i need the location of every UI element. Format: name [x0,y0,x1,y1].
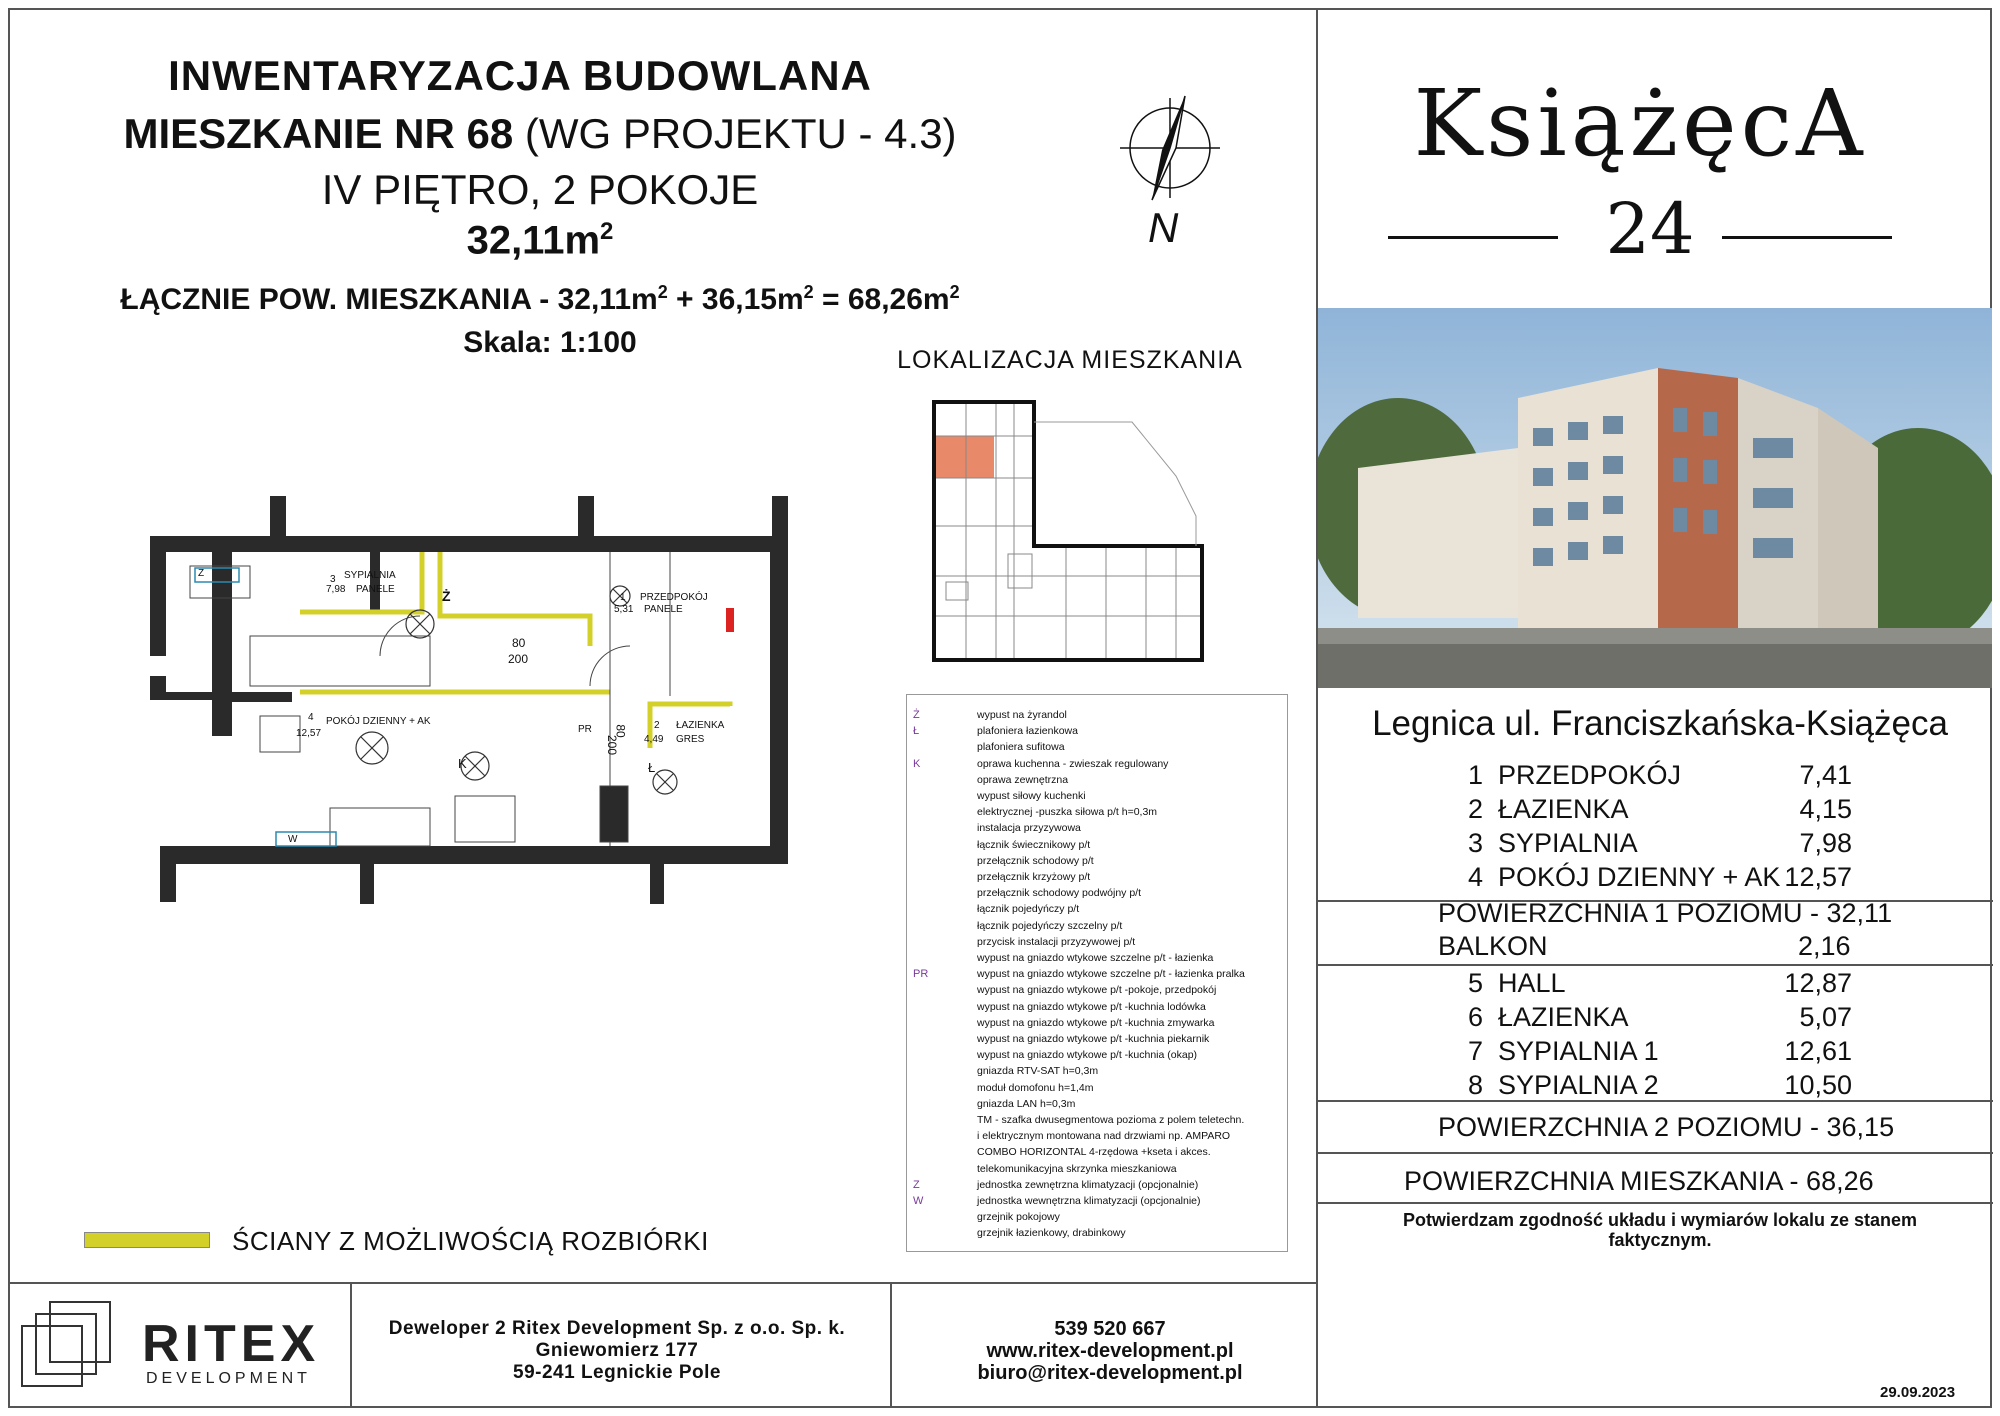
plan-mark-l: Ł [648,760,656,775]
level2-line [1318,1100,1993,1102]
developer-info [352,1318,882,1384]
developer-city: 59-241 Legnickie Pole [513,1362,721,1383]
legend-item: przełącznik schodowy p/t [977,854,1094,867]
walls-note: ŚCIANY Z MOŻLIWOŚCIĄ ROZBIÓRKI [232,1226,709,1256]
room-table-label: 8 SYPIALNIA 2 [1468,1070,1659,1100]
room-3-area: 7,98 [326,584,346,595]
level2-bottom-line [1318,1152,1993,1154]
legend-item: wypust na żyrandol [977,709,1067,721]
location-map [926,396,1206,668]
contact-info [900,1318,1320,1384]
legend-item: oprawa zewnętrzna [977,773,1069,786]
legend-item: wypust na gniazdo wtykowe p/t -pokoje, przedpokój [977,984,1217,997]
compass-north: N [1148,204,1179,251]
confirmation-note: Potwierdzam zgodność układu i wymiarów lokalu ze stanem faktycznym. [1402,1210,1918,1250]
apartment-area: $32,11m^2$ [466,218,614,263]
legend-symbol: Z [913,1178,920,1191]
legend-item: jednostka wewnętrzna klimatyzacji (opcjonalnie) [977,1195,1201,1207]
plan-mark-zh: Ż [442,588,451,604]
room-table-value: 12,87 [1784,968,1852,998]
legend-item: przełącznik schodowy podwójny p/t [977,887,1142,900]
legend-symbol: W [913,1195,924,1207]
room-table-value: 4,15 [1799,794,1852,824]
legend-item: instalacja przyzywowa [977,822,1081,835]
legend-symbol: Ż [913,709,920,721]
developer-name: Deweloper 2 Ritex Development Sp. z o.o. Sp. k. [388,1318,846,1339]
legend-item: wypust na gniazdo wtykowe szczelne p/t - łazienka [977,952,1214,964]
room-4-area: 12,57 [296,728,322,739]
phone[interactable]: 539 520 667 [1054,1318,1166,1340]
room-table-label: 5 HALL [1468,968,1566,998]
floor-rooms: IV PIĘTRO, 2 POKOJE [321,166,759,213]
website-link[interactable]: www.ritex-development.pl [986,1340,1234,1362]
room-1-num: 1 [620,592,626,603]
legend-item: COMBO HORIZONTAL 4-rzędowa +kseta i akces. [977,1146,1211,1159]
level1-total: POWIERZCHNIA 1 POZIOMU - 32,11 [1438,898,1893,928]
room-4-name: POKÓJ DZIENNY + AK [326,716,431,727]
room-2-name: ŁAZIENKA [676,720,725,731]
legend-item: plafoniera łazienkowa [977,725,1078,738]
legend-item: wypust na gniazdo wtykowe szczelne p/t - łazienka pralka [977,968,1245,981]
room-2-num: 2 [654,720,660,731]
room-2-finish: GRES [676,734,705,745]
legend-symbol: K [913,757,921,770]
plan-mark-k: K [458,756,467,771]
legend-item: plafoniera sufitowa [977,741,1065,754]
room-table-value: 5,07 [1799,1002,1852,1032]
plan-mark-pr: PR [578,724,592,735]
footer-divider-2 [890,1282,892,1408]
legend-item: wypust na gniazdo wtykowe p/t -kuchnia piekarnik [977,1033,1210,1045]
location-title: LOKALIZACJA MIESZKANIA [897,346,1243,374]
total-line [1318,1202,1993,1204]
room-table-label: 7 SYPIALNIA 1 [1468,1036,1659,1066]
room-table-label: 6 ŁAZIENKA [1468,1002,1629,1032]
legend-item: przycisk instalacji przyzywowej p/t [977,935,1136,948]
brand-number: 24 [1605,188,1695,270]
brand-name: KsiążęcA [1413,70,1867,177]
legend-item: i elektrycznym montowana nad drzwiami np. AMPARO [977,1130,1231,1143]
balcony-label: BALKON [1438,931,1548,961]
balcony-value: 2,16 [1798,931,1851,961]
legend-item: gniazda LAN h=0,3m [977,1097,1076,1110]
email-link[interactable]: biuro@ritex-development.pl [977,1362,1243,1384]
total-area-line: ŁĄCZNIE POW. MIESZKANIA - $32,11m^2 + 36,15m^2 = 68,26m^2$ [120,282,960,316]
legend-symbol: PR [913,968,929,981]
ritex-name: RITEX [142,1315,321,1373]
legend-box [906,694,1288,1252]
legend-item: przełącznik krzyżowy p/t [977,871,1091,883]
plan-mark-w: W [288,834,298,845]
door1-width: 80 [512,636,526,650]
developer-street: Gniewomierz 177 [535,1340,699,1361]
document-date: 29.09.2023 [1880,1384,1956,1401]
room-table-value: 12,61 [1784,1036,1852,1066]
room-1-name: PRZEDPOKÓJ [640,592,708,603]
apartment-total: POWIERZCHNIA MIESZKANIA - 68,26 [1404,1166,1874,1196]
legend-item: moduł domofonu h=1,4m [977,1081,1094,1094]
scale-label: Skala: 1:100 [463,326,637,359]
legend-item: łącznik pojedyńczy szczelny p/t [977,919,1123,932]
door2-height: 200 [605,734,620,756]
room-1-area: 5,31 [614,604,634,615]
room-table-value: 7,98 [1799,828,1852,858]
legend-item: TM - szafka dwusegmentowa pozioma z polem teletechn. [977,1114,1245,1126]
building-render [1318,308,1992,688]
legend-item: grzejnik łazienkowy, drabinkowy [977,1227,1126,1240]
legend-item: grzejnik pokojowy [977,1211,1060,1224]
room-3-num: 3 [330,574,336,585]
legend-item: telekomunikacyjna skrzynka mieszkaniowa [977,1162,1177,1175]
legend-item: jednostka zewnętrzna klimatyzacji (opcjonalnie) [977,1178,1199,1191]
legend-item: łącznik pojedyńczy p/t [977,903,1080,916]
legend-item: wypust na gniazdo wtykowe p/t -kuchnia (okap) [977,1049,1198,1062]
room-table-label: 4 POKÓJ DZIENNY + AK [1468,862,1781,892]
room-3-finish: PANELE [356,584,395,595]
legend-item: wypust na gniazdo wtykowe p/t -kuchnia zmywarka [977,1016,1215,1029]
legend-item: wypust siłowy kuchenki [977,790,1086,802]
room-table-value: 12,57 [1784,862,1852,892]
room-4-num: 4 [308,712,314,723]
legend-symbol: Ł [913,725,920,738]
room-table-label: 1 PRZEDPOKÓJ [1468,760,1682,790]
walls-swatch [84,1232,210,1248]
doc-title: INWENTARYZACJA BUDOWLANA [168,52,872,99]
room-table-label: 2 ŁAZIENKA [1468,794,1629,824]
ritex-sub: DEVELOPMENT [146,1370,311,1387]
legend-item: wypust na gniazdo wtykowe p/t -kuchnia lodówka [977,1000,1206,1013]
legend-item: elektrycznej -puszka siłowa p/t h=0,3m [977,806,1158,819]
room-table-value: 7,41 [1799,760,1852,790]
ritex-logo-icon [18,1296,118,1396]
plan-mark-z: Z [198,568,205,579]
room-2-area: 4,49 [644,734,664,745]
legend-item: oprawa kuchenna - zwieszak regulowany [977,757,1169,770]
floor-plan [150,496,810,906]
legend-item: gniazda RTV-SAT h=0,3m [977,1065,1099,1078]
room-3-name: SYPIALNIA [344,570,396,581]
room-table-value: 10,50 [1784,1070,1852,1100]
brand-line-right [1722,236,1892,239]
room-table-label: 3 SYPIALNIA [1468,828,1638,858]
apartment-number: MIESZKANIE NR 68 [123,110,514,157]
door1-height: 200 [508,652,529,666]
balcony-line [1318,964,1993,966]
apartment-project: (WG PROJEKTU - 4.3) [513,110,957,157]
door2-width: 80 [613,724,628,738]
room-1-finish: PANELE [644,604,683,615]
apartment-title [60,110,1020,158]
level2-total: POWIERZCHNIA 2 POZIOMU - 36,15 [1438,1112,1895,1142]
city-address: Legnica ul. Franciszkańska-Książęca [1372,704,1948,743]
legend-item: łącznik świecznikowy p/t [977,838,1091,851]
